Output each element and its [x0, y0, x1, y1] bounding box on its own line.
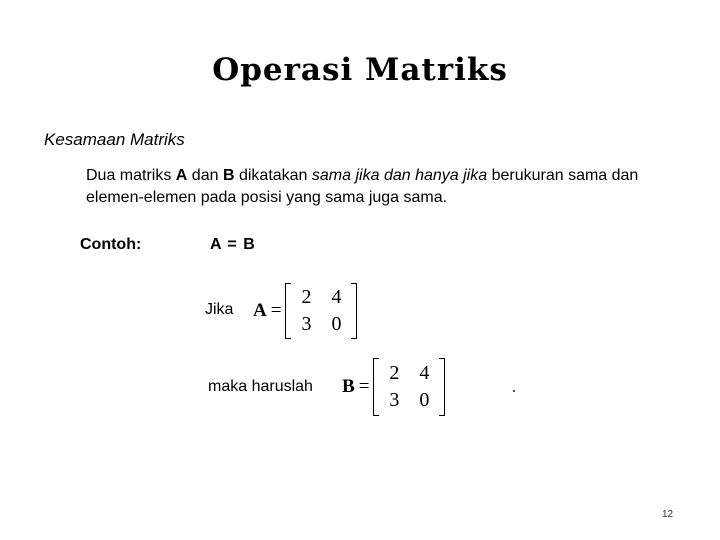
- matrix-b-ref: B: [222, 167, 235, 184]
- term-iff: jika dan hanya jika: [355, 167, 488, 184]
- definition-part: dan: [187, 167, 223, 184]
- page-number: 12: [662, 509, 674, 520]
- matrix-name: A: [253, 300, 267, 321]
- matrix-cell: 0: [331, 313, 342, 335]
- matrix-b-grid: [379, 360, 439, 414]
- equals-sign: =: [270, 300, 282, 321]
- right-bracket: [439, 358, 445, 416]
- definition-part: dikatakan: [234, 167, 312, 184]
- matrix-cell: 0: [419, 389, 430, 411]
- example-label: Contoh:: [80, 236, 142, 253]
- matrix-cell: 3: [389, 389, 400, 411]
- equals-sign: =: [358, 376, 370, 397]
- example-equation: A = B: [210, 236, 256, 253]
- matrix-a-equation: [253, 283, 357, 339]
- condition-a-label: Jika: [205, 301, 234, 318]
- definition-part: berukuran sama dan elemen-elemen pada posisi yang sama juga sama.: [86, 167, 639, 206]
- matrix-cell: 2: [301, 286, 312, 308]
- matrix-a-grid: [291, 284, 351, 338]
- section-heading: Kesamaan Matriks: [44, 130, 185, 149]
- matrix-cell: 2: [389, 362, 400, 384]
- matrix-b-equation: [342, 358, 445, 416]
- definition-part: Dua matriks: [86, 167, 176, 184]
- term-sama: sama: [311, 167, 352, 184]
- matrix-a-ref: A: [175, 167, 188, 184]
- matrix-name: B: [342, 376, 355, 397]
- stray-dot: [513, 390, 515, 392]
- condition-b-label: maka haruslah: [208, 378, 313, 395]
- matrix-cell: 4: [331, 286, 342, 308]
- matrix-cell: 3: [301, 313, 312, 335]
- slide-title: Operasi Matriks: [212, 52, 508, 88]
- matrix-cell: 4: [419, 362, 430, 384]
- definition-text: [86, 165, 666, 209]
- right-bracket: [351, 283, 357, 339]
